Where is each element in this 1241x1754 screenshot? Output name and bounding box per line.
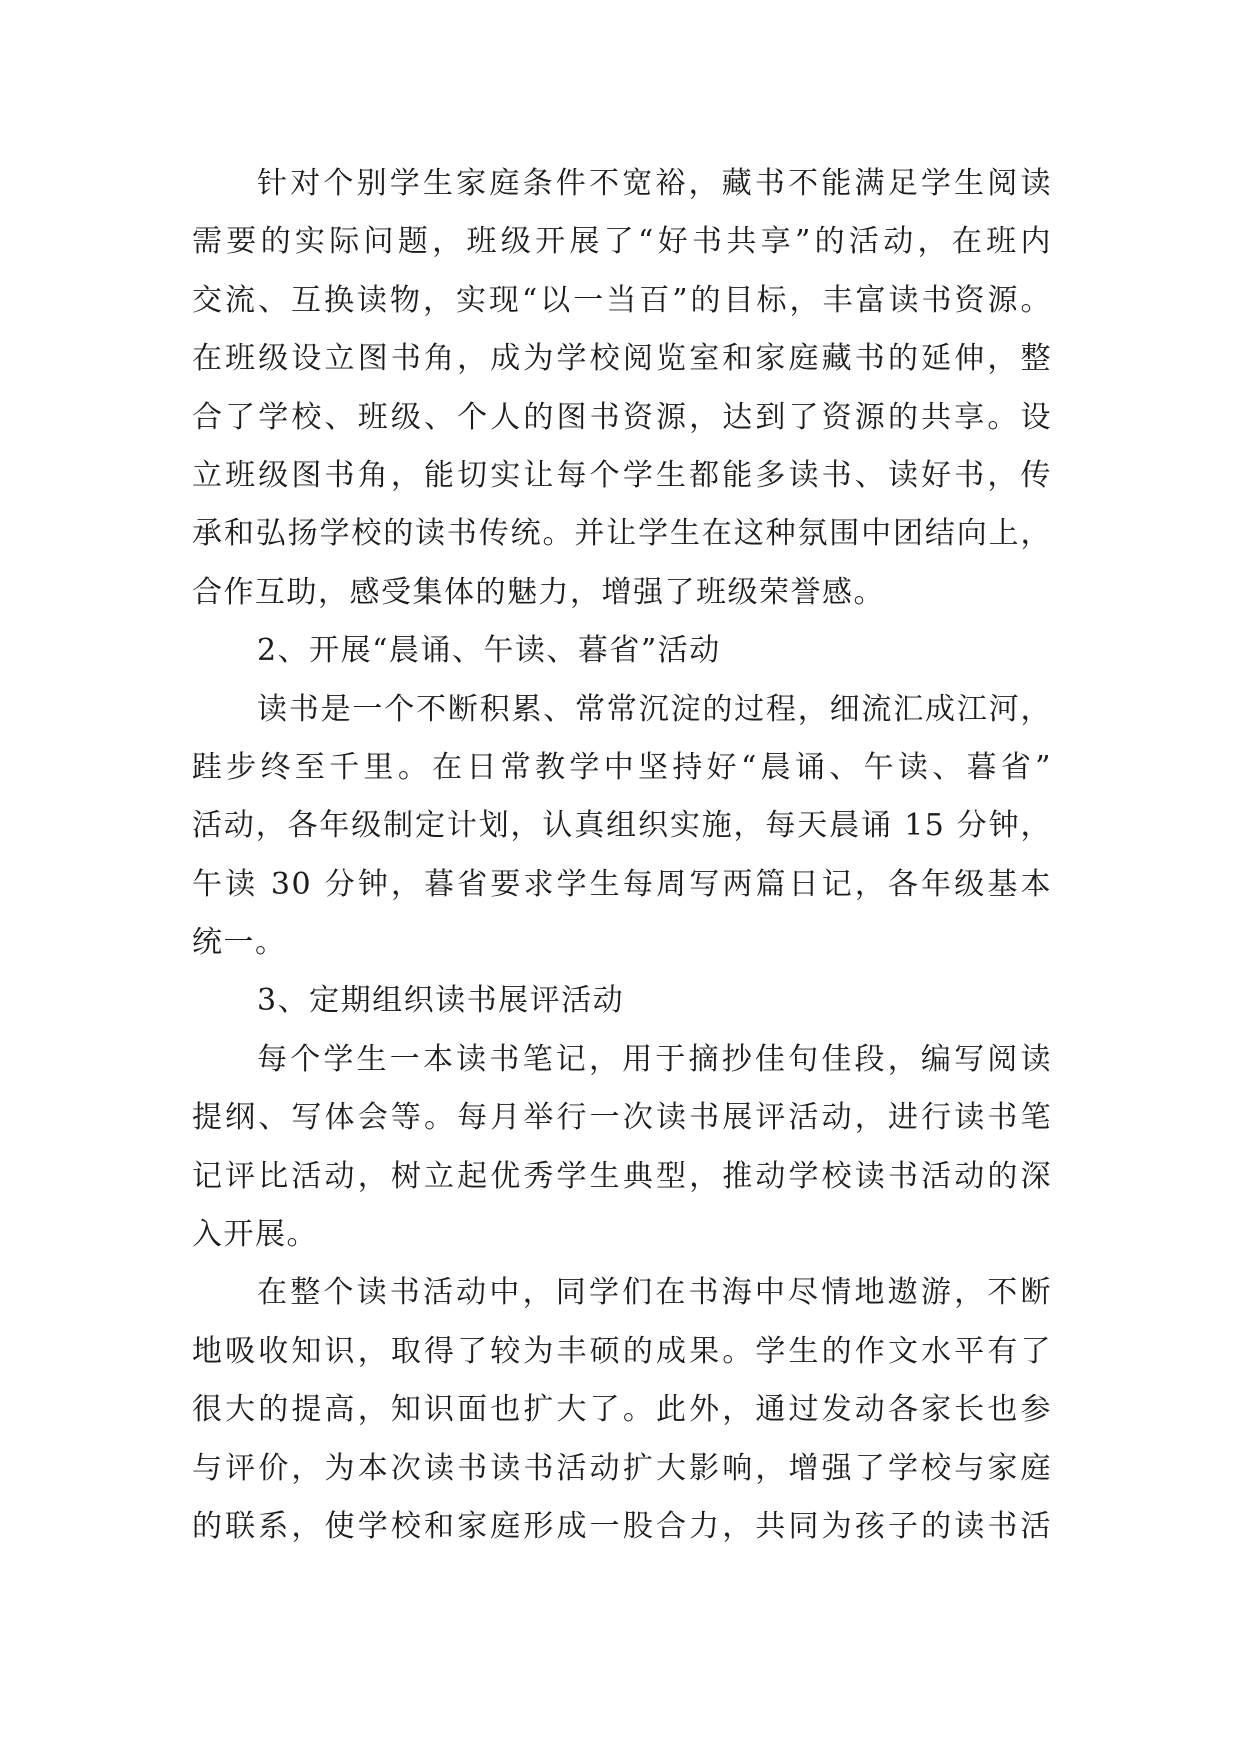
paragraph-line: 很大的提高，知识面也扩大了。此外，通过发动各家长也参 [192, 1392, 1052, 1428]
paragraph-line: 地吸收知识，取得了较为丰硕的成果。学生的作文水平有了 [192, 1333, 1052, 1369]
paragraph-summary [192, 1264, 1052, 1556]
section-heading-2: 2、开展“晨诵、午读、暮省”活动 [257, 633, 721, 669]
paragraph-line: 活动，各年级制定计划，认真组织实施，每天晨诵 15 分钟， [192, 808, 1052, 844]
paragraph-line: 需要的实际问题，班级开展了“好书共享”的活动，在班内 [192, 224, 1052, 260]
paragraph-line: 承和弘扬学校的读书传统。并让学生在这种氛围中团结向上， [192, 516, 1052, 552]
paragraph-line: 合了学校、班级、个人的图书资源，达到了资源的共享。设 [192, 399, 1052, 435]
paragraph-line: 在整个读书活动中，同学们在书海中尽情地遨游，不断 [257, 1275, 1052, 1311]
paragraph-line: 记评比活动，树立起优秀学生典型，推动学校读书活动的深 [192, 1158, 1052, 1194]
paragraph-line: 与评价，为本次读书读书活动扩大影响，增强了学校与家庭 [192, 1450, 1052, 1486]
paragraph-line: 合作互助，感受集体的魅力，增强了班级荣誉感。 [192, 574, 885, 610]
paragraph-line: 入开展。 [192, 1217, 318, 1253]
paragraph-line: 交流、互换读物，实现“以一当百”的目标，丰富读书资源。 [192, 282, 1052, 318]
paragraph-line: 针对个别学生家庭条件不宽裕，藏书不能满足学生阅读 [257, 166, 1052, 201]
paragraph-book-sharing [192, 155, 1052, 622]
paragraph-line: 提纲、写体会等。每月举行一次读书展评活动，进行读书笔 [192, 1100, 1052, 1136]
paragraph-line: 统一。 [192, 925, 287, 961]
paragraph-line: 每个学生一本读书笔记，用于摘抄佳句佳段，编写阅读 [257, 1041, 1052, 1077]
paragraph-line: 在班级设立图书角，成为学校阅览室和家庭藏书的延伸，整 [192, 341, 1052, 377]
paragraph-line: 立班级图书角，能切实让每个学生都能多读书、读好书，传 [192, 457, 1052, 493]
paragraph-line: 午读 30 分钟，暮省要求学生每周写两篇日记，各年级基本 [192, 866, 1052, 902]
paragraph-daily-reading [192, 681, 1052, 973]
paragraph-line: 跬步终至千里。在日常教学中坚持好“晨诵、午读、暮省” [192, 749, 1052, 785]
paragraph-reading-notes [192, 1031, 1052, 1265]
paragraph-line: 的联系，使学校和家庭形成一股合力，共同为孩子的读书活 [192, 1508, 1052, 1544]
document-body [192, 155, 1052, 1556]
section-heading-3: 3、定期组织读书展评活动 [257, 983, 625, 1019]
paragraph-line: 读书是一个不断积累、常常沉淀的过程，细流汇成江河， [257, 691, 1052, 727]
